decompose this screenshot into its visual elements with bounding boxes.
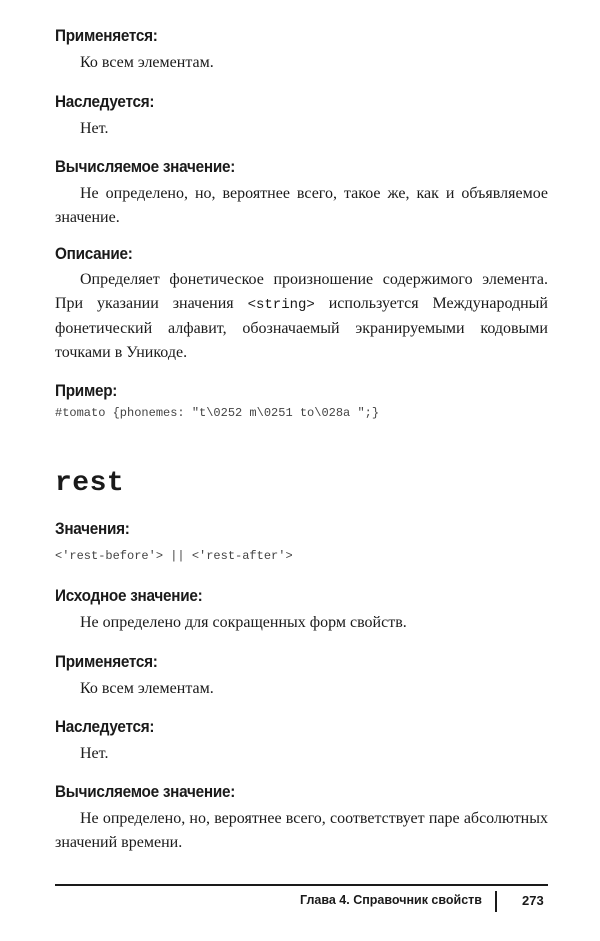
property-title: rest [55, 468, 125, 499]
description-text-end: используется Международный фонетический алфавит, обозначаемый экранируемыми кодовыми точками в Уникоде. [55, 294, 548, 361]
applies-value-2: Ко всем элементам. [80, 680, 214, 697]
initial-heading: Исходное значение: [55, 586, 203, 605]
footer-separator [495, 891, 497, 912]
computed-heading-2: Вычисляемое значение: [55, 782, 236, 801]
inherited-value-2: Нет. [80, 745, 109, 762]
values-code: <'rest-before'> || <'rest-after'> [55, 549, 293, 563]
inherited-value: Нет. [80, 120, 109, 137]
footer-rule [55, 884, 548, 886]
applies-value: Ко всем элементам. [80, 54, 214, 71]
computed-value: Не определено, но, вероятнее всего, такое же, как и объявляемое значение. [55, 185, 548, 226]
applies-heading: Применяется: [55, 26, 158, 45]
inherited-heading: Наследуется: [55, 92, 155, 111]
description-text [55, 268, 548, 364]
page-number: 273 [522, 893, 544, 908]
applies-heading-2: Применяется: [55, 652, 158, 671]
inherited-heading-2: Наследуется: [55, 717, 155, 736]
values-heading: Значения: [55, 519, 130, 538]
description-text-start: Определяет фонетическое произношение содержимого элемента. При указании значения [55, 271, 548, 312]
description-code: <string> [247, 296, 315, 313]
example-heading: Пример: [55, 381, 118, 400]
computed-heading: Вычисляемое значение: [55, 157, 236, 176]
computed-value-2: Не определено, но, вероятнее всего, соответствует паре абсолютных значений времени. [55, 810, 548, 851]
initial-value: Не определено для сокращенных форм свойств. [80, 614, 407, 631]
footer-chapter-title: Глава 4. Справочник свойств [300, 893, 482, 907]
description-heading: Описание: [55, 244, 133, 263]
example-code: #tomato {phonemes: "t\0252 m\0251 to\028a ";} [55, 406, 380, 420]
